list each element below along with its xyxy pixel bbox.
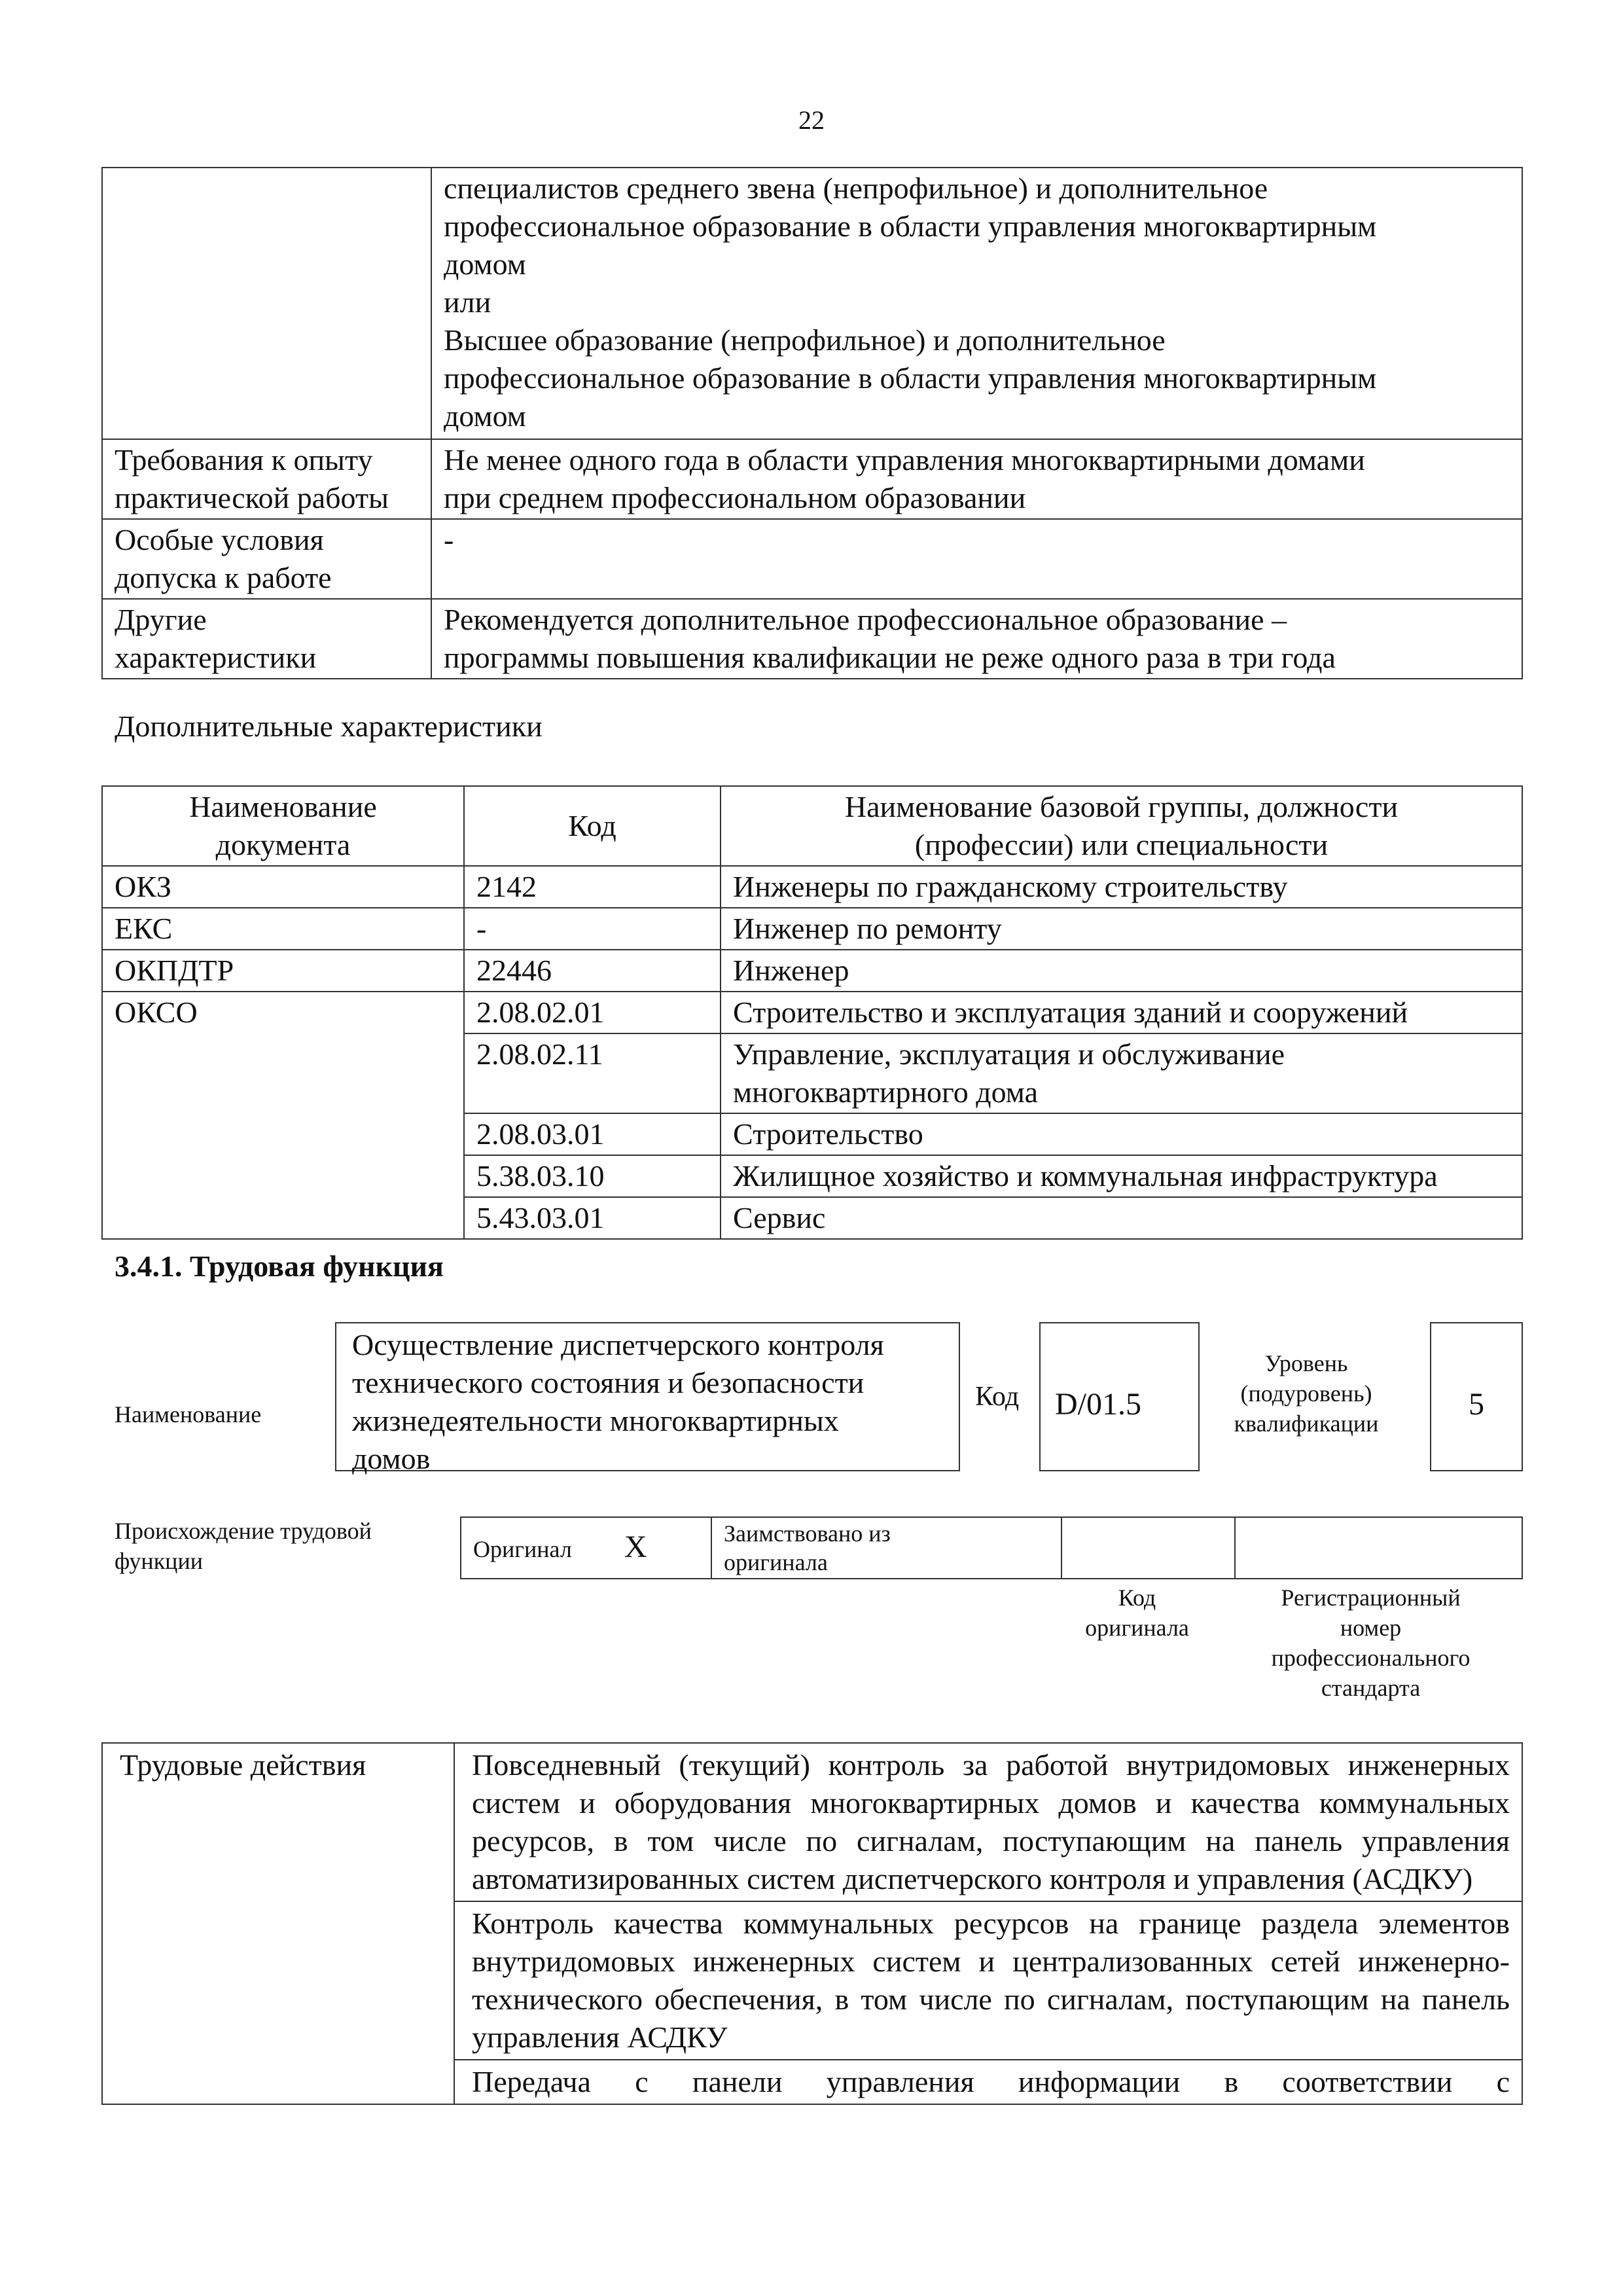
code-label: Код (975, 1382, 1020, 1412)
name-label: Наименование (115, 1401, 262, 1427)
code-cell: 2.08.03.01 (464, 1113, 721, 1155)
name-cell: Инженеры по гражданскому строительству (721, 866, 1522, 908)
function-origin-label: Происхождение трудовой функции (115, 1518, 372, 1574)
requirement-label: Особые условия допуска к работе (102, 519, 431, 599)
table-row (102, 599, 1522, 679)
table-row (102, 992, 1522, 1033)
registration-number-caption: Регистрационный номер профессионального стандарта (1271, 1585, 1471, 1701)
code-cell: 2142 (464, 866, 721, 908)
name-cell: Строительство (721, 1113, 1522, 1155)
education-requirements-value: специалистов среднего звена (непрофильное) и дополнительное профессиональное образование в области управления многоквартирным домом или Высшее образование (непрофильное) и дополнительное профессиональное образование в области управления многоквартирным домом (431, 168, 1522, 439)
page-number: 22 (798, 105, 825, 135)
table-row (102, 519, 1522, 599)
labor-action-item: Повседневный (текущий) контроль за работой внутридомовых инженерных систем и оборудования многоквартирных домов и качества коммунальных ресурсов, в том числе по сигналам, поступающим на панель управления автоматизированных систем диспетчерского контроля и управления (АСДКУ) (454, 1743, 1522, 1901)
other-characteristics-value: Рекомендуется дополнительное профессиональное образование – программы повышения квалификации не реже одного раза в три года (431, 599, 1522, 679)
requirement-label: Другие характеристики (102, 599, 431, 679)
labor-action-item: Контроль качества коммунальных ресурсов на границе раздела элементов внутридомовых инженерных систем и централизованных сетей инженерно-технического обеспечения, в том числе по сигналам, поступающим на панель управления АСДКУ (454, 1901, 1522, 2060)
table-row (102, 168, 1522, 439)
labor-actions-table (101, 1742, 1523, 2105)
name-cell: Инженер по ремонту (721, 908, 1522, 950)
function-origin-table (460, 1516, 1523, 1579)
classifier-codes-table (101, 785, 1523, 1240)
column-header-code: Код (464, 786, 721, 866)
section-title: Дополнительные характеристики (115, 709, 543, 743)
name-cell: Сервис (721, 1197, 1522, 1239)
document-cell: ОКЗ (102, 866, 464, 908)
column-header-document: Наименование документа (102, 786, 464, 866)
original-mark: X (624, 1529, 647, 1564)
table-row (102, 950, 1522, 992)
document-cell: ОКСО (102, 992, 464, 1239)
code-cell: 22446 (464, 950, 721, 992)
table-row (102, 908, 1522, 950)
qualification-level-box: 5 (1430, 1322, 1523, 1471)
name-cell: Жилищное хозяйство и коммунальная инфраструктура (721, 1155, 1522, 1197)
column-header-name: Наименование базовой группы, должности (профессии) или специальности (721, 786, 1522, 866)
table-row (102, 439, 1522, 519)
labor-actions-label: Трудовые действия (102, 1743, 454, 2104)
labor-function-heading: 3.4.1. Трудовая функция (115, 1249, 444, 1283)
original-cell (461, 1517, 711, 1579)
registration-number-cell (1235, 1517, 1522, 1579)
original-label: Оригинал (473, 1535, 572, 1562)
name-cell: Строительство и эксплуатация зданий и сооружений (721, 992, 1522, 1033)
borrowed-cell: Заимствовано из оригинала (711, 1517, 1061, 1579)
original-code-caption: Код оригинала (1085, 1585, 1189, 1641)
code-cell: 2.08.02.11 (464, 1033, 721, 1113)
requirement-label: Требования к опыту практической работы (102, 439, 431, 519)
requirement-label (102, 168, 431, 439)
code-cell: 5.38.03.10 (464, 1155, 721, 1197)
table-row (102, 866, 1522, 908)
special-conditions-value: - (431, 519, 1522, 599)
original-code-cell (1061, 1517, 1235, 1579)
code-cell: 5.43.03.01 (464, 1197, 721, 1239)
qualification-level-label: Уровень (подуровень) квалификации (1234, 1350, 1379, 1437)
function-name-box: Осуществление диспетчерского контроля технического состояния и безопасности жизнедеятельности многоквартирных домов (335, 1322, 960, 1471)
header-row (102, 786, 1522, 866)
name-cell: Управление, эксплуатация и обслуживание многоквартирного дома (721, 1033, 1522, 1113)
table-row (461, 1517, 1522, 1579)
code-cell: 2.08.02.01 (464, 992, 721, 1033)
experience-requirements-value: Не менее одного года в области управления многоквартирными домами при среднем профессиональном образовании (431, 439, 1522, 519)
document-cell: ЕКС (102, 908, 464, 950)
labor-action-item: Передача с панели управления информации в соответствии с (454, 2060, 1522, 2104)
code-cell: - (464, 908, 721, 950)
qualification-requirements-table (101, 167, 1523, 679)
function-code-box: D/01.5 (1039, 1322, 1200, 1471)
name-cell: Инженер (721, 950, 1522, 992)
document-cell: ОКПДТР (102, 950, 464, 992)
table-row (102, 1743, 1522, 1901)
